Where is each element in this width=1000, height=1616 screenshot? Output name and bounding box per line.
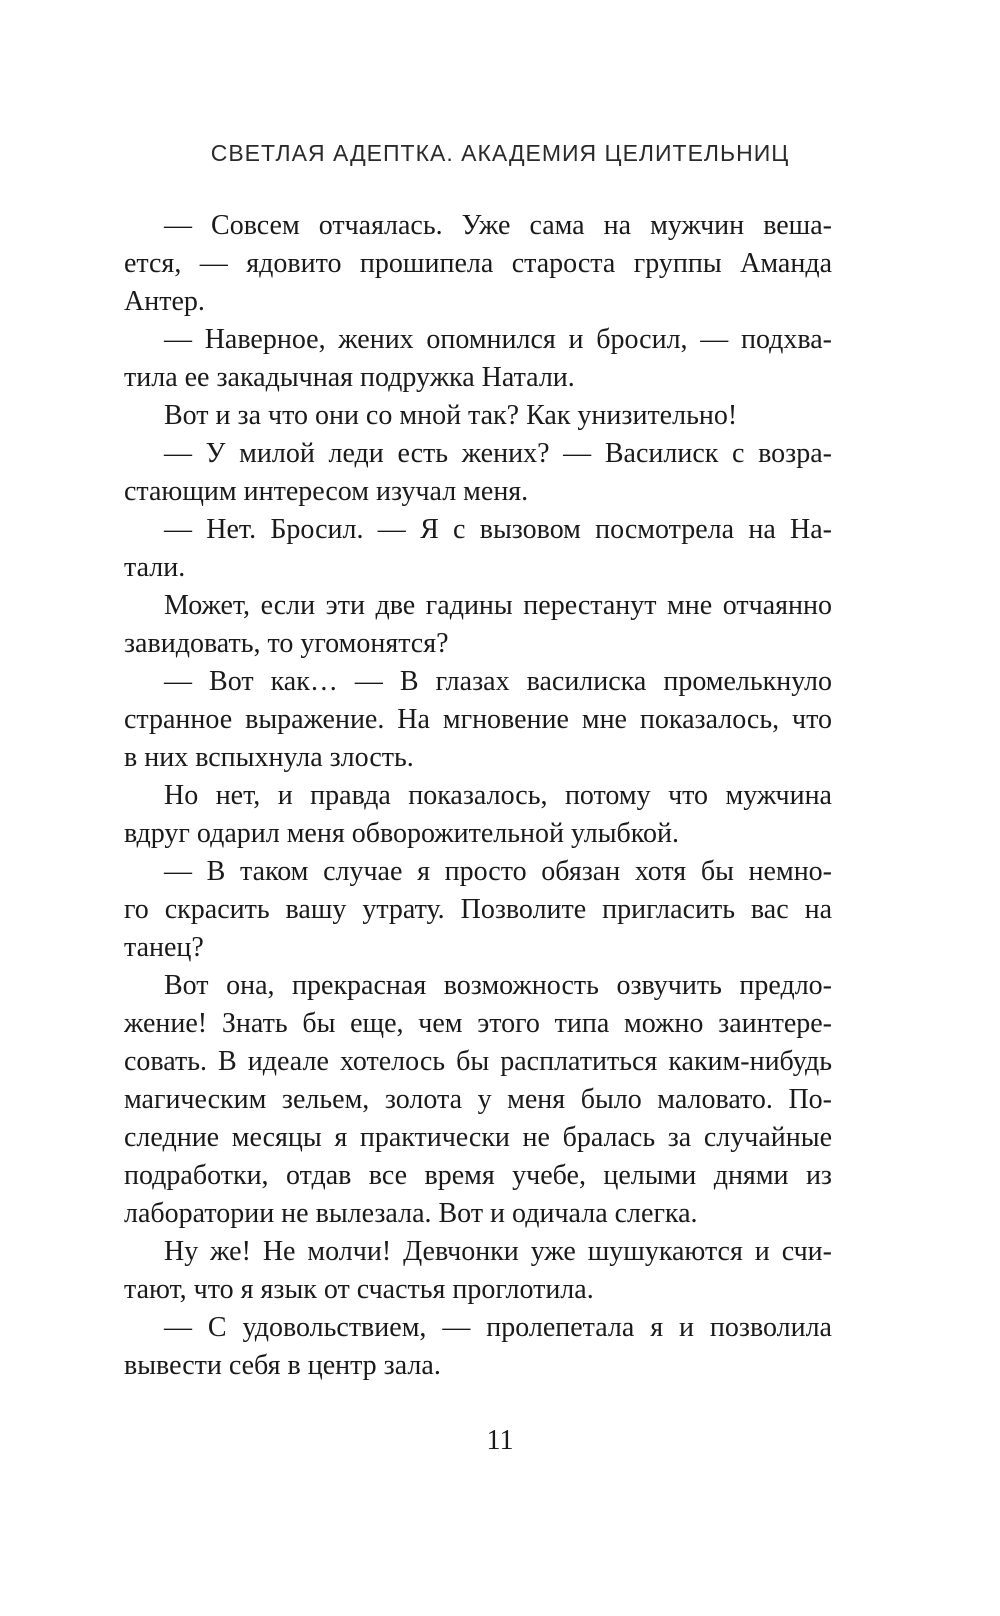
text-line: го скрасить вашу утрату. Позволите пригласить вас на — [124, 894, 832, 925]
text-line: следние месяцы я практически не бралась за случайные — [124, 1122, 832, 1153]
text-line: танец? — [124, 932, 204, 963]
text-line: Антер. — [124, 286, 205, 317]
text-line: стающим интересом изучал меня. — [124, 476, 529, 507]
text-line: — Совсем отчаялась. Уже сама на мужчин веша- — [164, 210, 832, 241]
text-line: тают, что я язык от счастья проглотила. — [124, 1274, 594, 1305]
text-line: магическим зельем, золота у меня было маловато. По- — [124, 1084, 832, 1115]
text-line: в них вспыхнула злость. — [124, 742, 414, 773]
text-line: совать. В идеале хотелось бы расплатиться каким-нибудь — [124, 1046, 832, 1077]
page-number: 11 — [486, 1425, 514, 1456]
text-line: жение! Знать бы еще, чем этого типа можно заинтере- — [124, 1008, 832, 1039]
text-line: — Вот как… — В глазах василиска промелькнуло — [164, 666, 832, 697]
text-line: вдруг одарил меня обворожительной улыбкой. — [124, 818, 679, 849]
text-line: Вот она, прекрасная возможность озвучить предло- — [164, 970, 832, 1001]
text-line: странное выражение. На мгновение мне показалось, что — [124, 704, 832, 735]
text-line: ется, — ядовито прошипела староста группы Аманда — [124, 248, 832, 279]
text-line: Ну же! Не молчи! Девчонки уже шушукаются и счи- — [164, 1236, 832, 1267]
running-head: СВЕТЛАЯ АДЕПТКА. АКАДЕМИЯ ЦЕЛИТЕЛЬНИЦ — [210, 140, 790, 166]
text-line: — Нет. Бросил. — Я с вызовом посмотрела на На- — [164, 514, 832, 545]
text-line: вывести себя в центр зала. — [124, 1350, 441, 1381]
text-line: — В таком случае я просто обязан хотя бы немно- — [164, 856, 832, 887]
text-line: — С удовольствием, — пролепетала я и позволила — [164, 1312, 832, 1343]
text-line: — У милой леди есть жених? — Василиск с возра- — [164, 438, 832, 469]
text-line: тила ее закадычная подружка Натали. — [124, 362, 575, 393]
text-line: — Наверное, жених опомнился и бросил, — подхва- — [164, 324, 832, 355]
text-line: лаборатории не вылезала. Вот и одичала слегка. — [124, 1198, 698, 1229]
body-text — [124, 207, 832, 1385]
text-line: подработки, отдав все время учебе, целыми днями из — [124, 1160, 832, 1191]
text-line: Вот и за что они со мной так? Как унизительно! — [164, 400, 738, 431]
text-line: тали. — [124, 552, 186, 583]
text-line: завидовать, то угомонятся? — [124, 628, 449, 659]
text-line: Может, если эти две гадины перестанут мне отчаянно — [164, 590, 832, 621]
text-line: Но нет, и правда показалось, потому что мужчина — [164, 780, 832, 811]
